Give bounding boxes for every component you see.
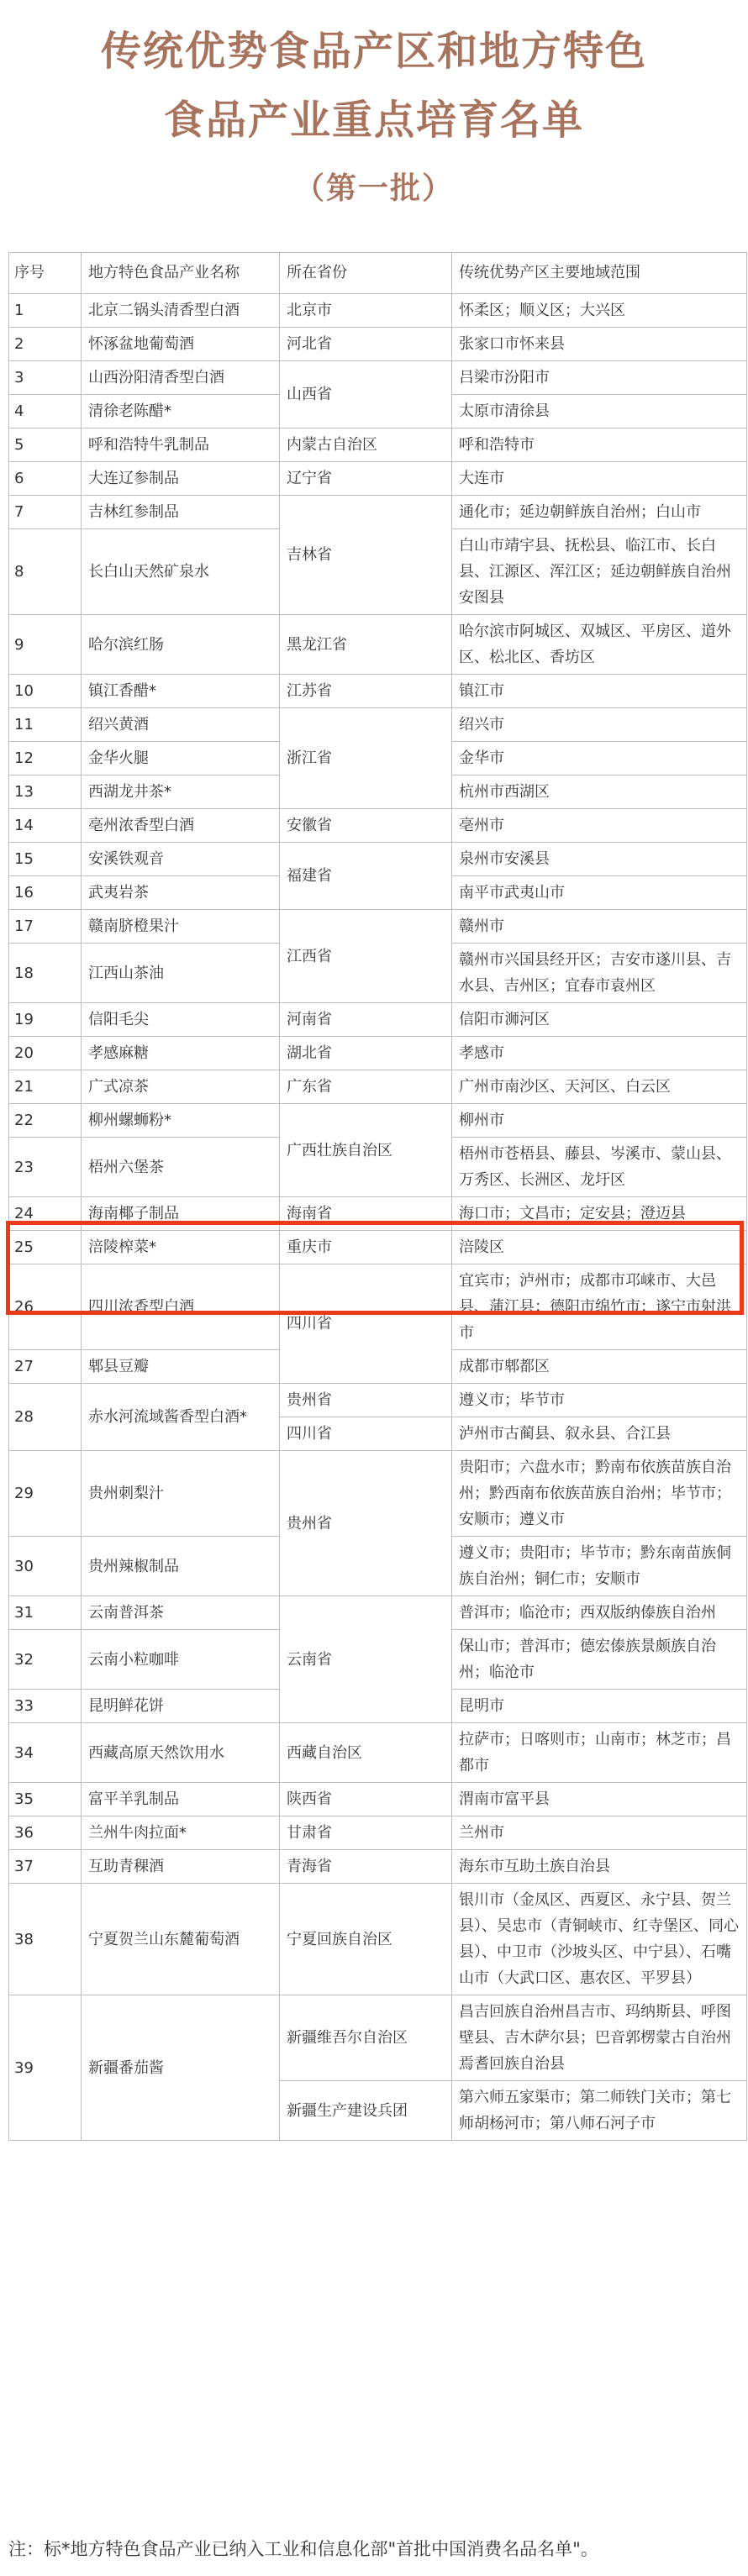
row-no: 38 xyxy=(9,1884,82,1995)
row-no: 30 xyxy=(9,1537,82,1596)
row-area: 昆明市 xyxy=(452,1690,747,1723)
title-line-1: 传统优势食品产区和地方特色 xyxy=(100,28,647,75)
row-product: 贵州辣椒制品 xyxy=(82,1537,280,1596)
row-no: 5 xyxy=(9,428,82,462)
header-no: 序号 xyxy=(9,253,82,294)
row-product: 呼和浩特牛乳制品 xyxy=(82,428,280,462)
row-area: 泸州市古蔺县、叙永县、合江县 xyxy=(452,1417,747,1451)
row-no: 15 xyxy=(9,843,82,876)
row-area: 杭州市西湖区 xyxy=(452,775,747,809)
row-product: 哈尔滨红肠 xyxy=(82,615,280,675)
row-area: 太原市清徐县 xyxy=(452,395,747,428)
row-area: 信阳市浉河区 xyxy=(452,1003,747,1037)
row-no: 25 xyxy=(9,1231,82,1264)
table-row xyxy=(9,328,747,361)
row-product: 武夷岩茶 xyxy=(82,876,280,910)
row-province: 海南省 xyxy=(280,1197,452,1231)
row-product: 互助青稞酒 xyxy=(82,1850,280,1884)
title-line-2: 食品产业重点培育名单 xyxy=(163,97,584,144)
row-product: 昆明鲜花饼 xyxy=(82,1690,280,1723)
header-row xyxy=(9,253,747,294)
row-province: 黑龙江省 xyxy=(280,615,452,675)
row-area: 兰州市 xyxy=(452,1816,747,1850)
footnote: 注：标*地方特色食品产业已纳入工业和信息化部"首批中国消费名品名单"。 xyxy=(8,2539,598,2559)
row-product: 新疆番茄酱 xyxy=(82,1995,280,2141)
row-product: 富平羊乳制品 xyxy=(82,1783,280,1816)
row-area: 成都市郫都区 xyxy=(452,1350,747,1384)
row-no: 9 xyxy=(9,615,82,675)
table-row xyxy=(9,294,747,328)
row-no: 6 xyxy=(9,462,82,496)
row-no: 24 xyxy=(9,1197,82,1231)
table-row xyxy=(9,1264,747,1350)
table-row xyxy=(9,1231,747,1264)
row-province: 吉林省 xyxy=(280,496,452,615)
row-area: 哈尔滨市阿城区、双城区、平房区、道外区、松北区、香坊区 xyxy=(452,615,747,675)
row-area: 海口市；文昌市；定安县；澄迈县 xyxy=(452,1197,747,1231)
row-province: 四川省 xyxy=(280,1264,452,1384)
row-product: 长白山天然矿泉水 xyxy=(82,529,280,615)
row-no: 31 xyxy=(9,1596,82,1630)
row-no: 21 xyxy=(9,1070,82,1104)
table-row xyxy=(9,809,747,843)
row-product: 吉林红参制品 xyxy=(82,496,280,529)
row-no: 11 xyxy=(9,708,82,742)
row-no: 10 xyxy=(9,675,82,708)
row-product: 北京二锅头清香型白酒 xyxy=(82,294,280,328)
header-product: 地方特色食品产业名称 xyxy=(82,253,280,294)
table-row xyxy=(9,1723,747,1783)
row-area: 涪陵区 xyxy=(452,1231,747,1264)
row-no: 3 xyxy=(9,361,82,395)
table-row xyxy=(9,843,747,876)
row-product: 清徐老陈醋* xyxy=(82,395,280,428)
row-product: 柳州螺蛳粉* xyxy=(82,1104,280,1138)
row-province: 四川省 xyxy=(280,1417,452,1451)
table-row xyxy=(9,1995,747,2081)
row-area: 通化市；延边朝鲜族自治州；白山市 xyxy=(452,496,747,529)
row-area: 孝感市 xyxy=(452,1037,747,1070)
row-product: 大连辽参制品 xyxy=(82,462,280,496)
row-province: 陕西省 xyxy=(280,1783,452,1816)
row-product: 信阳毛尖 xyxy=(82,1003,280,1037)
table-row xyxy=(9,1884,747,1995)
row-province: 新疆维吾尔自治区 xyxy=(280,1995,452,2081)
row-no: 26 xyxy=(9,1264,82,1350)
row-province: 宁夏回族自治区 xyxy=(280,1884,452,1995)
row-area: 泉州市安溪县 xyxy=(452,843,747,876)
table-row xyxy=(9,361,747,395)
row-area: 遵义市；毕节市 xyxy=(452,1384,747,1417)
row-no: 2 xyxy=(9,328,82,361)
row-product: 郫县豆瓣 xyxy=(82,1350,280,1384)
row-province: 内蒙古自治区 xyxy=(280,428,452,462)
row-area: 镇江市 xyxy=(452,675,747,708)
row-product: 云南小粒咖啡 xyxy=(82,1630,280,1690)
row-area: 赣州市 xyxy=(452,910,747,944)
row-province: 贵州省 xyxy=(280,1384,452,1417)
row-province: 广西壮族自治区 xyxy=(280,1104,452,1197)
row-product: 山西汾阳清香型白酒 xyxy=(82,361,280,395)
row-province: 河南省 xyxy=(280,1003,452,1037)
table-row xyxy=(9,428,747,462)
row-no: 14 xyxy=(9,809,82,843)
row-no: 13 xyxy=(9,775,82,809)
row-no: 32 xyxy=(9,1630,82,1690)
row-area: 拉萨市；日喀则市；山南市；林芝市；昌都市 xyxy=(452,1723,747,1783)
row-product: 贵州刺梨汁 xyxy=(82,1451,280,1537)
row-province: 山西省 xyxy=(280,361,452,428)
row-area: 赣州市兴国县经开区；吉安市遂川县、吉水县、吉州区；宜春市袁州区 xyxy=(452,944,747,1003)
row-product: 亳州浓香型白酒 xyxy=(82,809,280,843)
row-product: 孝感麻糖 xyxy=(82,1037,280,1070)
row-no: 7 xyxy=(9,496,82,529)
row-province: 广东省 xyxy=(280,1070,452,1104)
row-area: 普洱市；临沧市；西双版纳傣族自治州 xyxy=(452,1596,747,1630)
row-area: 昌吉回族自治州昌吉市、玛纳斯县、呼图壁县、吉木萨尔县；巴音郭楞蒙古自治州焉耆回族自治县 xyxy=(452,1995,747,2081)
row-province: 贵州省 xyxy=(280,1451,452,1596)
row-product: 怀涿盆地葡萄酒 xyxy=(82,328,280,361)
row-area: 第六师五家渠市；第二师铁门关市；第七师胡杨河市；第八师石河子市 xyxy=(452,2081,747,2141)
table-row xyxy=(9,615,747,675)
table-row xyxy=(9,462,747,496)
row-province: 湖北省 xyxy=(280,1037,452,1070)
row-product: 赤水河流域酱香型白酒* xyxy=(82,1384,280,1451)
row-no: 12 xyxy=(9,742,82,775)
row-province: 江苏省 xyxy=(280,675,452,708)
row-product: 兰州牛肉拉面* xyxy=(82,1816,280,1850)
table-row xyxy=(9,1003,747,1037)
row-no: 36 xyxy=(9,1816,82,1850)
table-row xyxy=(9,1384,747,1417)
row-area: 张家口市怀来县 xyxy=(452,328,747,361)
row-province: 江西省 xyxy=(280,910,452,1003)
row-area: 广州市南沙区、天河区、白云区 xyxy=(452,1070,747,1104)
row-province: 西藏自治区 xyxy=(280,1723,452,1783)
row-province: 甘肃省 xyxy=(280,1816,452,1850)
table-row xyxy=(9,1197,747,1231)
row-no: 34 xyxy=(9,1723,82,1783)
row-area: 渭南市富平县 xyxy=(452,1783,747,1816)
table-row xyxy=(9,1816,747,1850)
row-no: 35 xyxy=(9,1783,82,1816)
row-area: 亳州市 xyxy=(452,809,747,843)
row-product: 四川浓香型白酒 xyxy=(82,1264,280,1350)
row-no: 33 xyxy=(9,1690,82,1723)
row-product: 江西山茶油 xyxy=(82,944,280,1003)
table-row xyxy=(9,1037,747,1070)
row-product: 金华火腿 xyxy=(82,742,280,775)
table-row xyxy=(9,910,747,944)
row-no: 28 xyxy=(9,1384,82,1451)
list-table xyxy=(8,252,747,2141)
row-no: 29 xyxy=(9,1451,82,1537)
table-row xyxy=(9,1850,747,1884)
row-area: 南平市武夷山市 xyxy=(452,876,747,910)
row-province: 新疆生产建设兵团 xyxy=(280,2081,452,2141)
row-no: 20 xyxy=(9,1037,82,1070)
row-product: 海南椰子制品 xyxy=(82,1197,280,1231)
row-province: 云南省 xyxy=(280,1596,452,1723)
table-row xyxy=(9,675,747,708)
row-province: 浙江省 xyxy=(280,708,452,809)
row-no: 18 xyxy=(9,944,82,1003)
row-area: 银川市（金凤区、西夏区、永宁县、贺兰县）、吴忠市（青铜峡市、红寺堡区、同心县）、中卫市（沙坡头区、中宁县）、石嘴山市（大武口区、惠农区、平罗县） xyxy=(452,1884,747,1995)
row-no: 16 xyxy=(9,876,82,910)
row-area: 梧州市苍梧县、藤县、岑溪市、蒙山县、万秀区、长洲区、龙圩区 xyxy=(452,1138,747,1197)
table-row xyxy=(9,1783,747,1816)
row-area: 海东市互助土族自治县 xyxy=(452,1850,747,1884)
row-product: 西藏高原天然饮用水 xyxy=(82,1723,280,1783)
row-province: 重庆市 xyxy=(280,1231,452,1264)
row-area: 大连市 xyxy=(452,462,747,496)
row-no: 1 xyxy=(9,294,82,328)
row-product: 安溪铁观音 xyxy=(82,843,280,876)
row-area: 白山市靖宇县、抚松县、临江市、长白县、江源区、浑江区；延边朝鲜族自治州安图县 xyxy=(452,529,747,615)
row-area: 绍兴市 xyxy=(452,708,747,742)
row-province: 北京市 xyxy=(280,294,452,328)
row-province: 辽宁省 xyxy=(280,462,452,496)
table-row xyxy=(9,1451,747,1537)
row-no: 4 xyxy=(9,395,82,428)
row-area: 怀柔区；顺义区；大兴区 xyxy=(452,294,747,328)
row-no: 39 xyxy=(9,1995,82,2141)
row-province: 安徽省 xyxy=(280,809,452,843)
title-line-3: （第一批） xyxy=(293,171,454,206)
row-product: 广式凉茶 xyxy=(82,1070,280,1104)
table-row xyxy=(9,1596,747,1630)
header-area: 传统优势产区主要地域范围 xyxy=(452,253,747,294)
row-no: 8 xyxy=(9,529,82,615)
row-product: 梧州六堡茶 xyxy=(82,1138,280,1197)
row-product: 宁夏贺兰山东麓葡萄酒 xyxy=(82,1884,280,1995)
row-product: 云南普洱茶 xyxy=(82,1596,280,1630)
row-area: 呼和浩特市 xyxy=(452,428,747,462)
table-row xyxy=(9,496,747,529)
row-area: 金华市 xyxy=(452,742,747,775)
row-area: 遵义市；贵阳市；毕节市；黔东南苗族侗族自治州；铜仁市；安顺市 xyxy=(452,1537,747,1596)
row-product: 镇江香醋* xyxy=(82,675,280,708)
row-no: 19 xyxy=(9,1003,82,1037)
row-product: 赣南脐橙果汁 xyxy=(82,910,280,944)
row-province: 河北省 xyxy=(280,328,452,361)
header-province: 所在省份 xyxy=(280,253,452,294)
row-area: 宜宾市；泸州市；成都市邛崃市、大邑县、蒲江县；德阳市绵竹市；遂宁市射洪市 xyxy=(452,1264,747,1350)
row-product: 涪陵榨菜* xyxy=(82,1231,280,1264)
row-product: 绍兴黄酒 xyxy=(82,708,280,742)
row-area: 吕梁市汾阳市 xyxy=(452,361,747,395)
table-row xyxy=(9,1104,747,1138)
row-area: 柳州市 xyxy=(452,1104,747,1138)
row-area: 保山市；普洱市；德宏傣族景颇族自治州；临沧市 xyxy=(452,1630,747,1690)
row-no: 17 xyxy=(9,910,82,944)
row-product: 西湖龙井茶* xyxy=(82,775,280,809)
row-no: 23 xyxy=(9,1138,82,1197)
table-row xyxy=(9,708,747,742)
table-row xyxy=(9,1070,747,1104)
row-no: 22 xyxy=(9,1104,82,1138)
row-province: 青海省 xyxy=(280,1850,452,1884)
row-area: 贵阳市；六盘水市；黔南布依族苗族自治州；黔西南布依族苗族自治州；毕节市；安顺市；遵义市 xyxy=(452,1451,747,1537)
row-no: 27 xyxy=(9,1350,82,1384)
row-province: 福建省 xyxy=(280,843,452,910)
row-no: 37 xyxy=(9,1850,82,1884)
